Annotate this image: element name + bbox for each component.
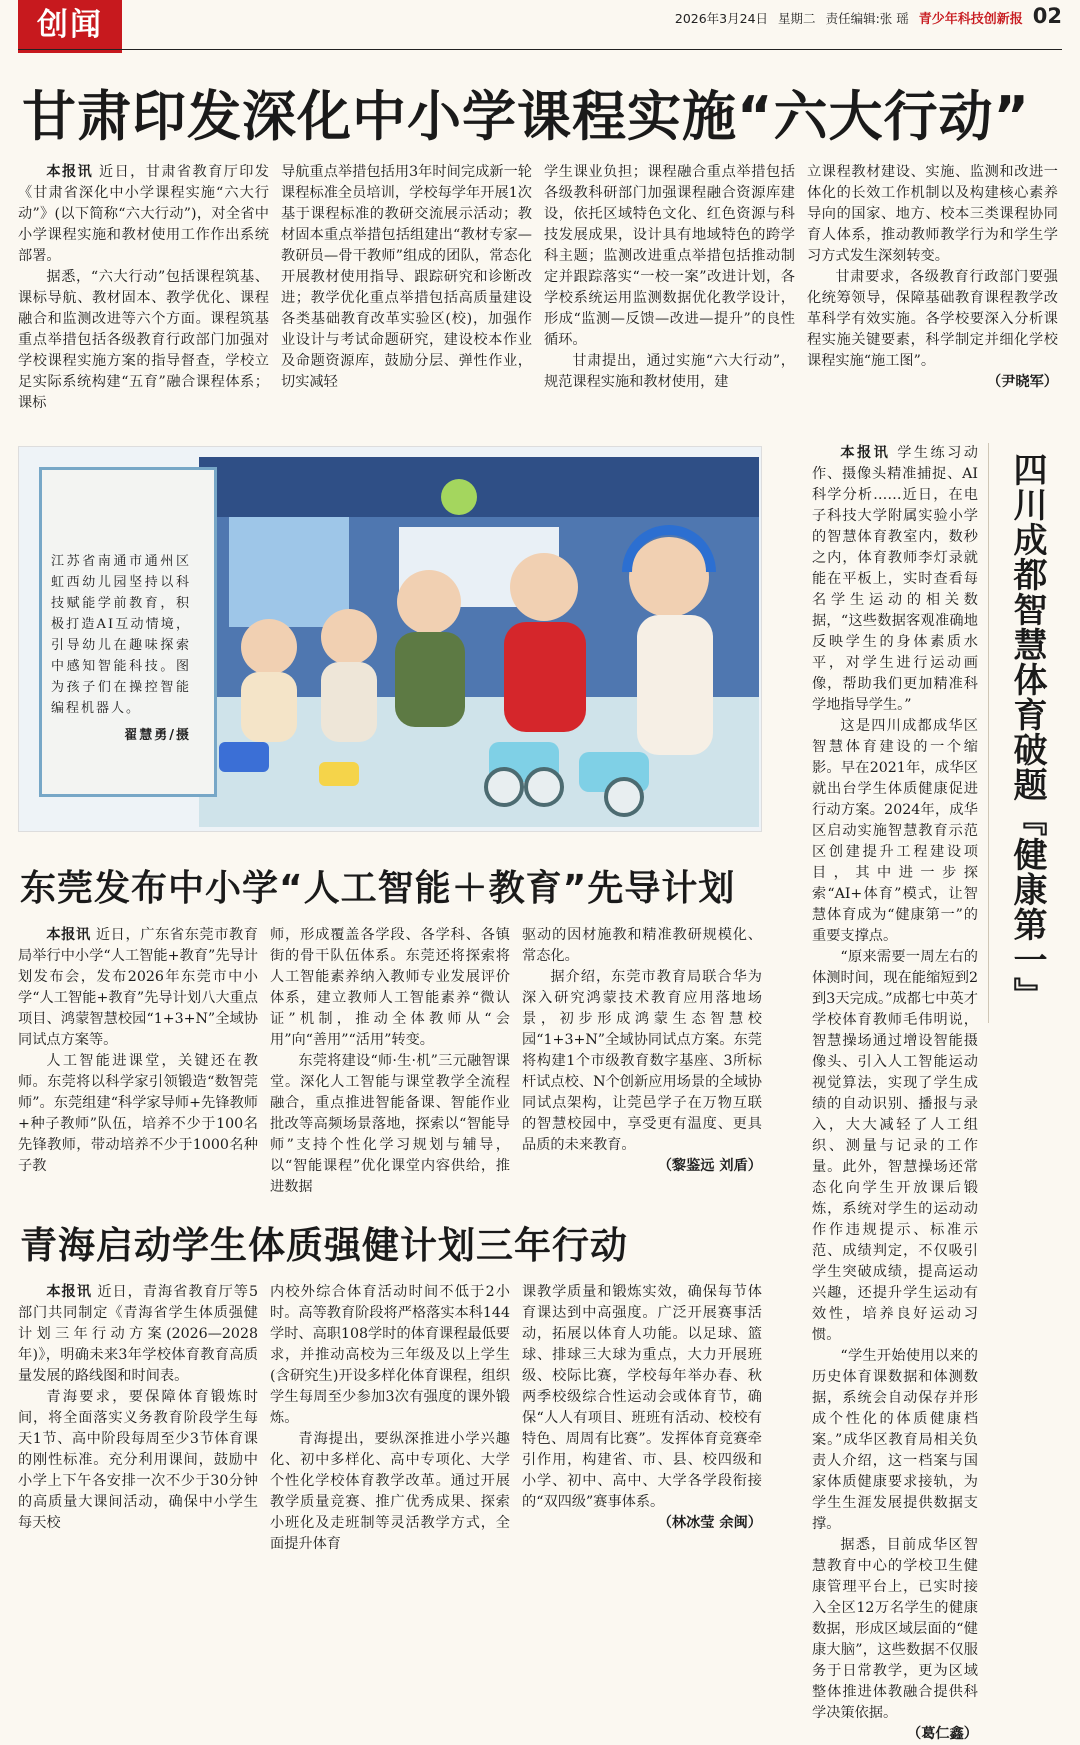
paper-name: 青少年科技创新报 (918, 12, 1023, 27)
article-4-byline: （葛仁鑫） (907, 1726, 978, 1742)
page-number: 02 (1032, 4, 1062, 28)
article-1-text: 导航重点举措包括用3年时间完成新一轮课程标准全员培训，学校每学年开展1次基于课程标准的教研交流展示活动；教材固本重点举措包括组建出“教材专家—教研员—骨干教师”组成的团队，常态化开展教材使用指导、跟踪研究和诊断改进；教学优化重点举措包括高质量建设各类基础教育改革实验区(校)，加强作业设计与考试命题研究，建设校本作业及命题资源库，鼓励分层、弹性作业，切实减轻 (281, 164, 532, 390)
article-3-text: 课教学质量和锻炼实效，确保每节体育课达到中高强度。广泛开展赛事活动，拓展以体育人功能。以足球、篮球、排球三大球为重点，大力开展班级、校际比赛，学校每年举办春、秋两季校级综合性运动会或体育节，确保“人人有项目、班班有活动、校校有特色、周周有比赛”。发挥体育竞赛牵引作用，构建省、市、县、校四级和小学、初中、高中、大学各学段衔接的“双四级”赛事体系。 (522, 1284, 762, 1510)
article-1-text: 立课程教材建设、实施、监测和改进一体化的长效工作机制以及构建核心素养导向的国家、地方、校本三类课程协同育人体系，推动教师教学行为和学生学习方式发生深刻转变。 (807, 164, 1058, 264)
article-1-column-2 (281, 162, 532, 418)
article-2-text: 近日，广东省东莞市教育局举行中小学“人工智能+教育”先导计划发布会，发布2026年东莞市中小学“人工智能+教育”先导计划八大重点项目、鸿蒙智慧校园“1+3+N”全域协同试点方案等。 (18, 927, 258, 1048)
article-3-headline: 青海启动学生体质强健计划三年行动 (20, 1224, 628, 1267)
article-3-column-1 (18, 1282, 258, 1572)
article-3-byline: （林冰莹 余闽） (657, 1515, 762, 1531)
article-3-text: 近日，青海省教育厅等5部门共同制定《青海省学生体质强健计划三年行动方案(2026—2028年)》，明确未来3年学校体育教育高质量发展的路线图和时间表。 (18, 1284, 258, 1384)
section-logo: 创闻 (18, 0, 122, 50)
article-3-body (18, 1282, 762, 1572)
article-3-lead: 本报讯 (46, 1284, 92, 1300)
article-1-text: 据悉，“六大行动”包括课程筑基、课标导航、教材固本、教学优化、课程融合和监测改进等六个方面。课程筑基重点举措包括各级教育行政部门加强对学校课程实施方案的指导督查，学校立足实际系统构建“五育”融合课程体系；课标 (18, 269, 269, 411)
article-4-text: 据悉，目前成华区智慧教育中心的学校卫生健康管理平台上，已实时接入全区12万名学生的健康数据，形成区域层面的“健康大脑”，这些数据不仅服务于日常教学，更为区域整体推进体教融合提供科学决策依据。 (812, 1537, 978, 1721)
article-2-text: 师，形成覆盖各学段、各学科、各镇街的骨干队伍体系。东莞还将探索将人工智能素养纳入教师专业发展评价体系，建立教师人工智能素养“微认证”机制，推动全体教师从“会用”向“善用”“活用”转变。 (270, 927, 510, 1048)
article-1-headline: 甘肃印发深化中小学课程实施“六大行动” (22, 85, 1030, 148)
news-photo (18, 446, 762, 832)
article-1-text: 甘肃要求，各级教育行政部门要强化统筹领导，保障基础教育课程教学改革科学有效实施。各学校要深入分析课程实施关键要素，科学制定并细化学校课程实施“施工图”。 (807, 269, 1058, 369)
article-3-column-2 (270, 1282, 510, 1572)
article-1-lead: 本报讯 (46, 164, 94, 180)
article-2-headline: 东莞发布中小学“人工智能＋教育”先导计划 (20, 868, 736, 909)
article-4-body (812, 443, 978, 1742)
article-2-text: 东莞将建设“师·生·机”三元融智课堂。深化人工智能与课堂教学全流程融合，重点推进智能备课、智能作业批改等高频场景落地，探索以“智能导师”支持个性化学习规划与辅导，以“智能课程”优化课堂内容供给，推进数据 (270, 1053, 510, 1195)
article-2-text: 驱动的因材施教和精准教研规模化、常态化。 (522, 927, 762, 964)
article-2-body (18, 925, 762, 1197)
logo-underline (18, 50, 122, 53)
article-3-text: 青海提出，要纵深推进小学兴趣化、初中多样化、高中专项化、大学个性化学校体育教学改革。通过开展教学质量竞赛、推广优秀成果、探索小班化及走班制等灵活教学方式，全面提升体育 (270, 1431, 510, 1552)
sidebar-divider (988, 443, 989, 1023)
article-2-byline: （黎鉴远 刘盾） (657, 1158, 762, 1174)
article-1-column-1 (18, 162, 269, 418)
article-1-column-3 (544, 162, 795, 418)
article-3-column-3 (522, 1282, 762, 1572)
article-1-column-4 (807, 162, 1058, 418)
article-4-headline: 四川成都智慧体育破题『健康第一』 (1007, 452, 1047, 1012)
article-4-text: 学生练习动作、摄像头精准捕捉、AI科学分析……近日，在电子科技大学附属实验小学的智慧体育教室内，数秒之内，体育教师李灯录就能在平板上，实时查看每名学生运动的相关数据，“这些数据客观准确地反映学生的身体素质水平，对学生进行运动画像，帮助我们更加精准科学地指导学生。” (812, 445, 978, 713)
article-4-text: “原来需要一周左右的体测时间，现在能缩短到2到3天完成。”成都七中英才学校体育教师毛伟明说，智慧操场通过增设智能摄像头、引入人工智能运动视觉算法，实现了学生成绩的自动识别、播报与录入，大大减轻了人工组织、测量与记录的工作量。此外，智慧操场还常态化向学生开放课后锻炼，系统对学生的运动动作作违规提示、标准示范、成绩判定，不仅吸引学生突破成绩，提高运动兴趣，还提升学生运动有效性，培养良好运动习惯。 (812, 949, 978, 1343)
article-4-text: “学生开始使用以来的历史体育课数据和体测数据，系统会自动保存并形成个性化的体质健康档案。”成华区教育局相关负责人介绍，这一档案与国家体质健康要求接轨，为学生生涯发展提供数据支撑。 (812, 1348, 978, 1532)
issue-weekday: 星期二 (778, 11, 816, 26)
article-4-column (812, 443, 978, 1742)
editor-credit: 责任编辑:张 瑶 (825, 11, 909, 26)
article-2-text: 人工智能进课堂，关键还在教师。东莞将以科学家引领锻造“数智莞师”。东莞组建“科学家导师+先锋教师+种子教师”队伍，培养不少于100名先锋教师，带动培养不少于1000名种子教 (18, 1053, 258, 1174)
children-robot-illustration (199, 457, 759, 827)
photo-caption (51, 551, 191, 746)
article-4-lead: 本报讯 (840, 445, 891, 461)
article-3-text: 青海要求，要保障体育锻炼时间，将全面落实义务教育阶段学生每天1节、高中阶段每周至少3节体育课的刚性标准。充分利用课间，鼓励中小学上下午各安排一次不少于30分钟的高质量大课间活动，确保中小学生每天校 (18, 1389, 258, 1531)
article-4-text: 这是四川成都成华区智慧体育建设的一个缩影。早在2021年，成华区就出台学生体质健康促进行动方案。2024年，成华区启动实施智慧教育示范区创建提升工程建设项目，其中进一步探索“AI+体育”模式，让智慧体育成为“健康第一”的重要支撑点。 (812, 718, 978, 944)
article-2-text: 据介绍，东莞市教育局联合华为深入研究鸿蒙技术教育应用落地场景，初步形成鸿蒙生态智慧校园“1+3+N”全域协同试点方案。东莞将构建1个市级教育数字基座、3所标杆试点校、N个创新应用场景的全域协同试点架构，让莞邑学子在万物互联的智慧校园中，享受更有温度、更具品质的未来教育。 (522, 969, 762, 1153)
article-1-body (18, 162, 1058, 418)
article-2-column-1 (18, 925, 258, 1197)
article-1-byline: （尹晓军） (987, 374, 1058, 390)
photo-credit: 翟慧勇/摄 (124, 728, 191, 743)
issue-date: 2026年3月24日 (674, 11, 769, 26)
article-2-column-3 (522, 925, 762, 1197)
article-2-lead: 本报讯 (46, 927, 91, 943)
article-1-text: 甘肃提出，通过实施“六大行动”，规范课程实施和教材使用，建 (544, 353, 795, 390)
article-2-column-2 (270, 925, 510, 1197)
masthead (675, 4, 1062, 28)
article-1-text: 近日，甘肃省教育厅印发《甘肃省深化中小学课程实施“六大行动”》(以下简称“六大行动”)，对全省中小学课程实施和教材使用工作作出系统部署。 (18, 164, 269, 264)
photo-caption-text: 江苏省南通市通州区虹西幼儿园坚持以科技赋能学前教育，积极打造AI互动情境，引导幼儿在趣味探索中感知智能科技。图为孩子们在操控智能编程机器人。 (51, 554, 191, 716)
article-1-text: 学生课业负担；课程融合重点举措包括各级教科研部门加强课程融合资源库建设，依托区域特色文化、红色资源与科技发展成果，设计具有地域特色的跨学科主题；监测改进重点举措包括推动制定并跟踪落实“一校一案”改进计划，各学校系统运用监测数据优化教学设计，形成“监测—反馈—改进—提升”的良性循环。 (544, 164, 795, 348)
article-3-text: 内校外综合体育活动时间不低于2小时。高等教育阶段将严格落实本科144学时、高职108学时的体育课程最低要求，并推动高校为三年级及以上学生(含研究生)开设多样化体育课程，组织学生每周至少参加3次有强度的课外锻炼。 (270, 1284, 510, 1426)
